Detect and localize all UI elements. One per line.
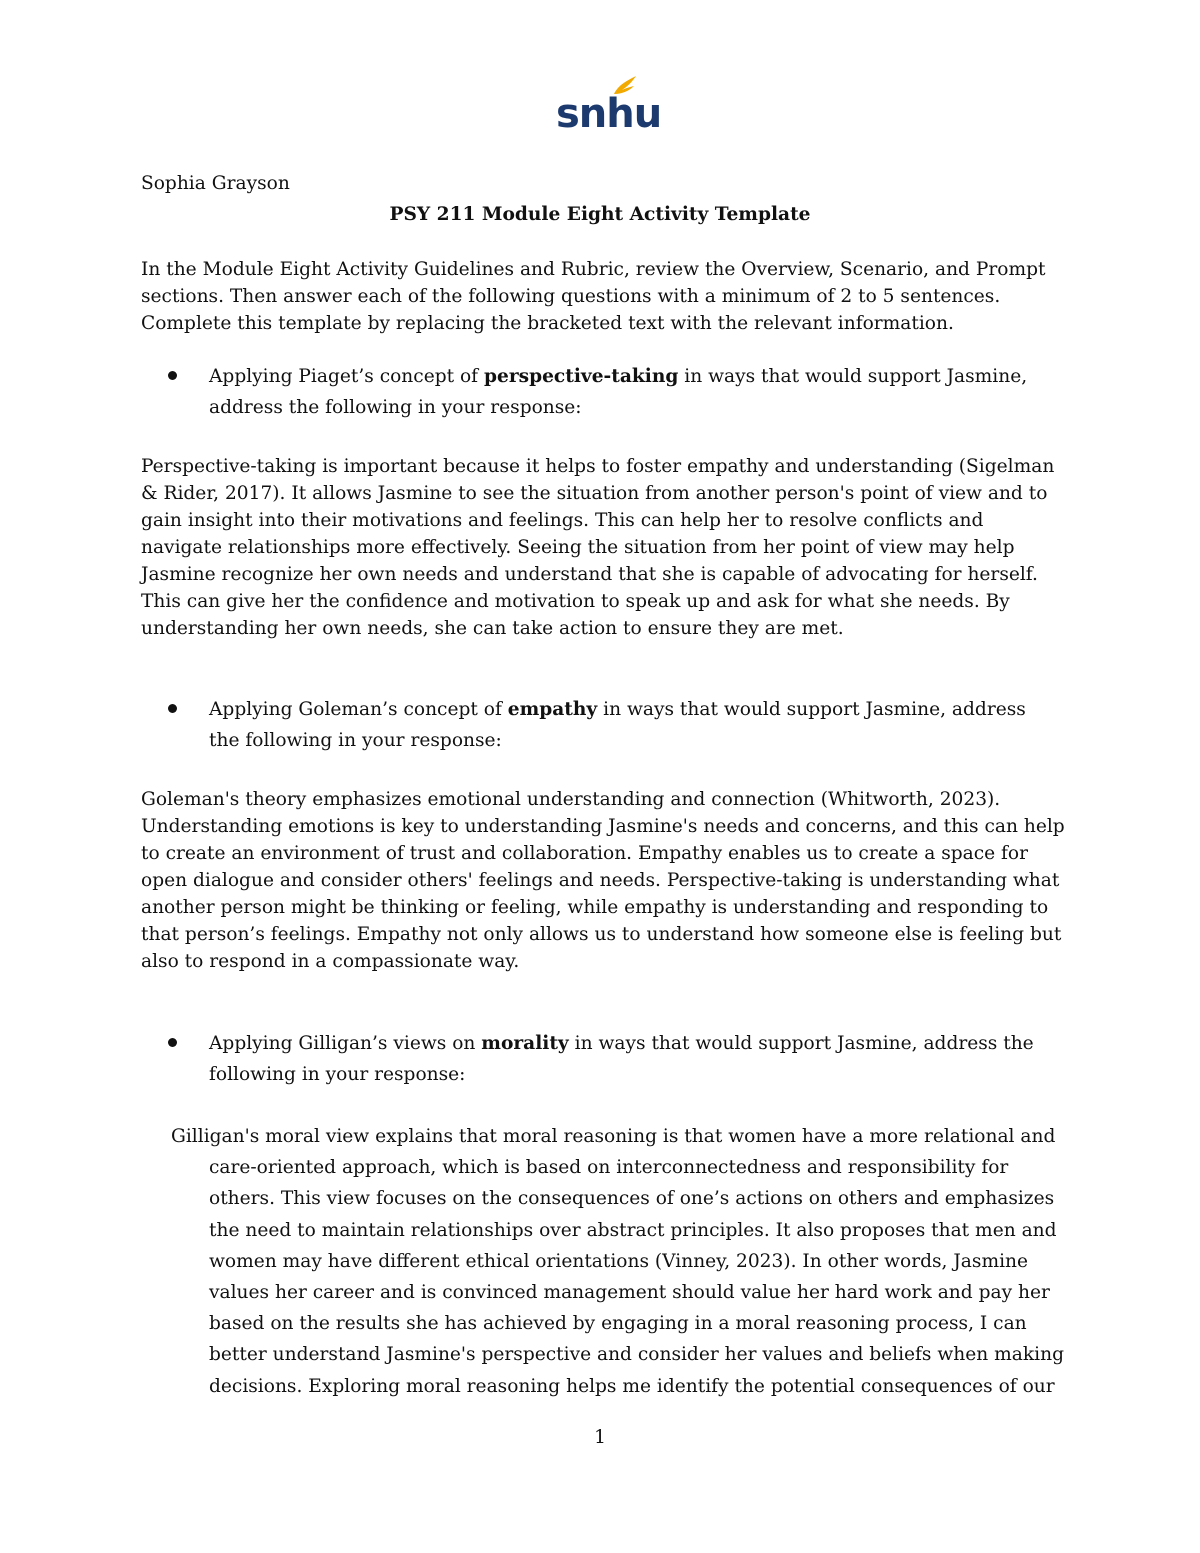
prompt-text: Applying Gilligan’s views on: [209, 1033, 482, 1054]
response-line: another person might be thinking or feeling, while empathy is understanding and responding to: [141, 897, 1049, 918]
response-line: to create an environment of trust and collaboration. Empathy enables us to create a space for: [141, 843, 1029, 864]
response-line: open dialogue and consider others' feelings and needs. Perspective-taking is understanding what: [141, 870, 1060, 891]
response-line: Understanding emotions is key to understanding Jasmine's needs and concerns, and this can help: [141, 816, 1065, 837]
author-name: Sophia Grayson: [141, 173, 290, 194]
response-line: also to respond in a compassionate way.: [141, 951, 520, 972]
prompt-keyword: perspective-taking: [483, 366, 679, 387]
response-line: care-oriented approach, which is based on interconnectedness and responsibility for: [209, 1157, 1009, 1179]
page-number: 1: [594, 1427, 606, 1448]
response-line: navigate relationships more effectively. Seeing the situation from her point of view may help: [141, 537, 1015, 558]
response-line: Perspective-taking is important because it helps to foster empathy and understanding (Sigelman: [141, 456, 1055, 477]
response-line: Goleman's theory emphasizes emotional understanding and connection (Whitworth, 2023).: [141, 789, 1001, 810]
response-line: Jasmine recognize her own needs and understand that she is capable of advocating for herself.: [141, 564, 1038, 585]
response-line: that person’s feelings. Empathy not only allows us to understand how someone else is feeling but: [141, 924, 1062, 945]
response-line: others. This view focuses on the consequences of one’s actions on others and emphasizes: [209, 1188, 1055, 1210]
response-line: values her career and is convinced management should value her hard work and pay her: [209, 1282, 1050, 1304]
response-line: better understand Jasmine's perspective and consider her values and beliefs when making: [209, 1344, 1064, 1366]
logo-wordmark: snhu: [556, 91, 662, 137]
response-line: gain insight into their motivations and feelings. This can help her to resolve conflicts and: [141, 510, 984, 531]
prompt-text: in ways that would support Jasmine, address: [597, 699, 1026, 720]
prompt-goleman: [209, 694, 1069, 756]
prompt-text: Applying Goleman’s concept of: [209, 699, 508, 720]
prompt-text: following in your response:: [209, 1064, 466, 1085]
prompt-text: in ways that would support Jasmine,: [678, 366, 1028, 387]
snhu-logo: [556, 74, 662, 137]
prompt-piaget: [209, 361, 1069, 423]
response-line: women may have different ethical orientations (Vinney, 2023). In other words, Jasmine: [209, 1250, 1028, 1272]
document-title: PSY 211 Module Eight Activity Template: [389, 204, 811, 225]
intro-line: In the Module Eight Activity Guidelines and Rubric, review the Overview, Scenario, and Prompt: [141, 259, 1046, 280]
response-line: decisions. Exploring moral reasoning helps me identify the potential consequences of our: [209, 1375, 1055, 1397]
intro-line: sections. Then answer each of the following questions with a minimum of 2 to 5 sentences.: [141, 286, 1001, 307]
response-line: Gilligan's moral view explains that moral reasoning is that women have a more relational and: [171, 1126, 1056, 1147]
prompt-gilligan: [209, 1028, 1069, 1090]
response-line: the need to maintain relationships over abstract principles. It also proposes that men and: [209, 1219, 1057, 1241]
response-gilligan: [171, 1121, 1071, 1402]
response-line: understanding her own needs, she can take action to ensure they are met.: [141, 618, 844, 639]
prompt-text: the following in your response:: [209, 730, 502, 751]
response-goleman: [141, 786, 1065, 975]
bullet-icon: [168, 371, 177, 380]
intro-line: Complete this template by replacing the bracketed text with the relevant information.: [141, 313, 954, 334]
response-line: & Rider, 2017). It allows Jasmine to see the situation from another person's point of view and to: [141, 483, 1048, 504]
prompt-text: address the following in your response:: [209, 397, 582, 418]
prompt-text: in ways that would support Jasmine, address the: [568, 1033, 1034, 1054]
response-piaget: [141, 453, 1061, 642]
intro-paragraph: [141, 256, 1061, 337]
response-line: This can give her the confidence and motivation to speak up and ask for what she needs. By: [141, 591, 1010, 612]
prompt-keyword: morality: [481, 1033, 569, 1054]
bullet-icon: [168, 1038, 177, 1047]
prompt-keyword: empathy: [507, 699, 598, 720]
response-line: based on the results she has achieved by engaging in a moral reasoning process, I can: [209, 1313, 1027, 1335]
bullet-icon: [168, 704, 177, 713]
prompt-text: Applying Piaget’s concept of: [209, 366, 484, 387]
